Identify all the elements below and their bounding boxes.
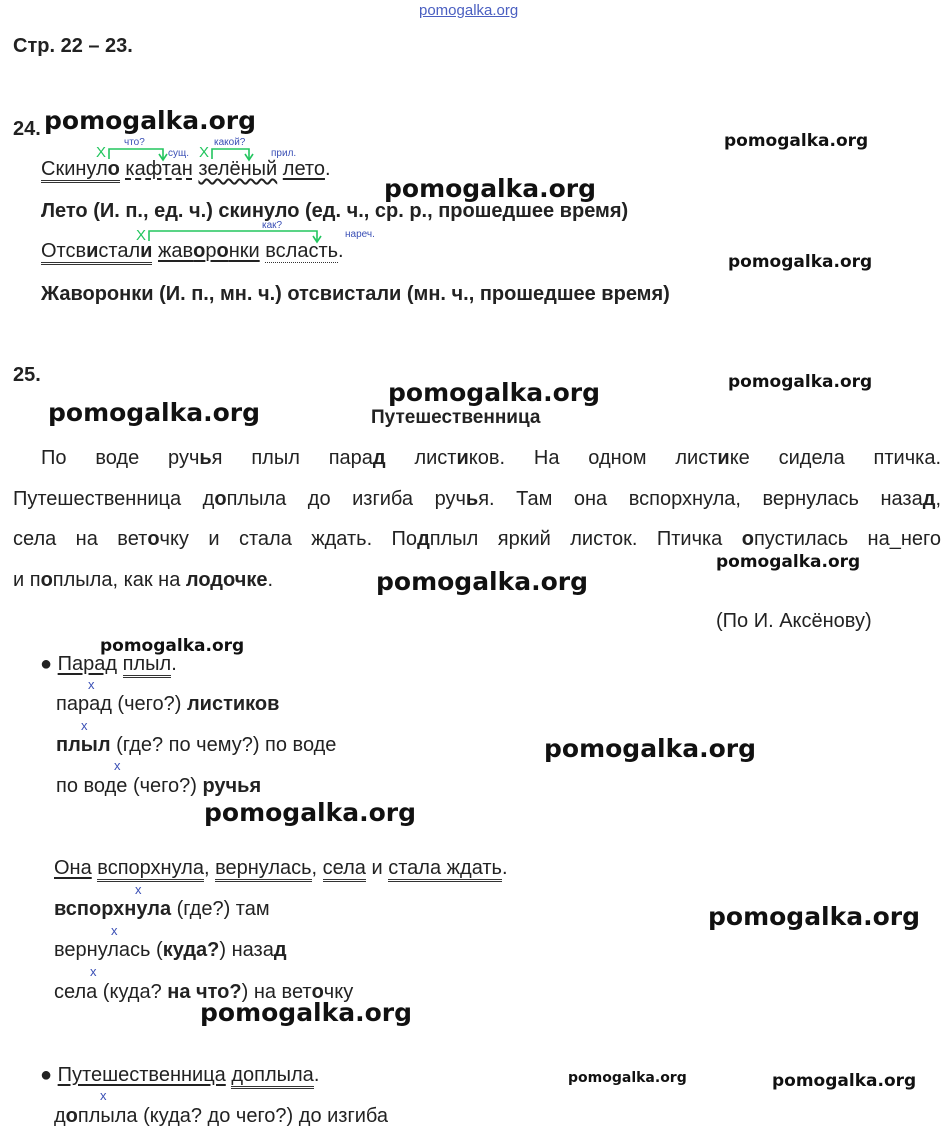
text-run: ков. На одном лист — [468, 447, 718, 469]
text-line — [13, 527, 941, 551]
phrase-line — [54, 897, 270, 921]
text-run: д — [54, 1105, 66, 1127]
text-run: о — [214, 488, 227, 510]
text-run: д — [372, 447, 386, 469]
text-run: я плыл пара — [211, 447, 373, 469]
text-run: плыла, как на — [52, 569, 186, 591]
watermark: pomogalka.org — [204, 798, 417, 827]
text-run: пустилась на_него — [753, 528, 941, 550]
sentence-2: Она вспорхнула, вернулась, села и стала ждать. — [54, 856, 508, 880]
phrase-line — [56, 774, 261, 798]
text-run: ) на вет — [241, 981, 312, 1003]
x-mark: X — [136, 227, 147, 244]
bullet-sentence-1: ● Парад плыл. — [40, 652, 177, 676]
word: кафтан — [125, 158, 193, 180]
ex24-sentence-2: Отсвистали жаворонки всласть. — [41, 239, 344, 263]
text-line — [13, 487, 941, 511]
subject: Она — [54, 857, 92, 879]
text-run: ручья — [202, 775, 262, 797]
watermark: pomogalka.org — [772, 1071, 917, 1091]
text-run: куда? — [162, 939, 220, 961]
predicate: вернулась — [215, 857, 311, 882]
phrase-line — [56, 692, 279, 716]
question-label: как? — [262, 220, 283, 231]
text-run: о — [311, 981, 324, 1003]
text-run: плыл яркий листок. Птичка — [429, 528, 742, 550]
text-run: , — [935, 488, 941, 510]
bullet-icon: ● — [40, 1064, 53, 1086]
predicate: доплыла — [231, 1064, 313, 1089]
watermark: pomogalka.org — [708, 902, 921, 931]
subject: Путешественница — [57, 1064, 226, 1086]
text-run: лист — [385, 447, 457, 469]
text-run: ) наза — [219, 939, 274, 961]
predicate: Отсвистали — [41, 240, 152, 265]
word: зелёный — [198, 158, 278, 180]
text-run: (где?) там — [171, 898, 270, 920]
part-label: нареч. — [345, 229, 375, 240]
text-run: д — [417, 528, 430, 550]
predicate: села — [323, 857, 366, 882]
text-run: села (куда? — [54, 981, 168, 1003]
subject: лето — [282, 158, 325, 180]
word: всласть — [265, 240, 339, 262]
text-title: Путешественница — [371, 407, 541, 428]
text-run: д — [922, 488, 936, 510]
text-run: ь — [465, 488, 479, 510]
watermark: pomogalka.org — [568, 1070, 687, 1086]
text-run: на что? — [167, 981, 242, 1003]
text-run: листиков — [186, 693, 280, 715]
ex24-sentence-1: Скинуло кафтан зелёный лето. — [41, 157, 331, 181]
text-run: По воде руч — [41, 447, 200, 469]
predicate: плыл — [123, 653, 172, 678]
text-run: вернулась ( — [54, 939, 163, 961]
text-run: и п — [13, 569, 41, 591]
exercise-25-number: 25. — [13, 364, 41, 386]
text-run: чку — [323, 981, 354, 1003]
x-mark: x — [114, 758, 121, 773]
text-run: плыла до изгиба руч — [226, 488, 466, 510]
text-run: и — [456, 447, 469, 469]
text-run: парад (чего?) — [56, 693, 187, 715]
x-mark: x — [111, 923, 118, 938]
part-label: прил. — [271, 148, 297, 159]
bullet-icon: ● — [40, 653, 53, 675]
watermark: pomogalka.org — [728, 252, 873, 272]
x-mark: x — [90, 964, 97, 979]
text-line — [13, 446, 941, 470]
text-run: чку и стала ждать. По — [159, 528, 418, 550]
text-run: и — [717, 447, 730, 469]
text-run: ь — [199, 447, 212, 469]
watermark: pomogalka.org — [44, 106, 257, 135]
phrase-line — [54, 1104, 388, 1128]
text-run: . — [267, 569, 274, 591]
x-mark: X — [96, 144, 107, 161]
text-author: (По И. Аксёнову) — [716, 610, 872, 632]
watermark: pomogalka.org — [200, 998, 413, 1027]
exercise-24-number: 24. — [13, 118, 41, 140]
watermark: pomogalka.org — [728, 372, 873, 392]
text-run: ке сидела птичка. — [729, 447, 941, 469]
text-run: о — [40, 569, 53, 591]
watermark: pomogalka.org — [388, 378, 601, 407]
text-run: о — [741, 528, 754, 550]
text-run: Путешественница д — [13, 488, 215, 510]
subject: жаворонки — [158, 240, 260, 262]
part-label: сущ. — [168, 148, 190, 159]
text-run: лодочке — [185, 569, 268, 591]
ex24-analysis-1: Лето (И. п., ед. ч.) скинуло (ед. ч., ср. р., прошедшее время) — [41, 200, 629, 222]
site-link[interactable]: pomogalka.org — [419, 2, 519, 19]
text-run: (где? по чему?) по воде — [110, 734, 337, 756]
watermark: pomogalka.org — [384, 174, 597, 203]
subject: Парад — [57, 653, 118, 675]
watermark: pomogalka.org — [376, 567, 589, 596]
x-mark: x — [88, 677, 95, 692]
text-run: по воде (чего?) — [56, 775, 203, 797]
page-range: Стр. 22 – 23. — [13, 35, 133, 57]
x-mark: x — [81, 718, 88, 733]
question-label: что? — [124, 137, 145, 148]
phrase-line — [56, 733, 336, 757]
bullet-sentence-3: ● Путешественница доплыла. — [40, 1063, 319, 1087]
predicate: Скинуло — [41, 158, 120, 183]
phrase-line — [54, 938, 287, 962]
text-run: вспорхнула — [54, 898, 172, 920]
watermark: pomogalka.org — [48, 398, 261, 427]
watermark: pomogalka.org — [544, 734, 757, 763]
x-mark: x — [135, 882, 142, 897]
watermark: pomogalka.org — [100, 636, 245, 656]
ex24-analysis-2: Жаворонки (И. п., мн. ч.) отсвистали (мн. ч., прошедшее время) — [41, 283, 670, 305]
predicate: стала ждать — [388, 857, 502, 882]
question-label: какой? — [214, 137, 246, 148]
text-run: плыла (куда? до чего?) до изгиба — [77, 1105, 389, 1127]
watermark: pomogalka.org — [724, 131, 869, 151]
text-run: села на вет — [13, 528, 148, 550]
x-mark: X — [199, 144, 210, 161]
x-mark: x — [100, 1088, 107, 1103]
text-line — [13, 568, 273, 592]
text-run: я. Там она вспорхнула, вернулась наза — [478, 488, 923, 510]
text-run: д — [273, 939, 287, 961]
text-run: о — [147, 528, 160, 550]
text-run: плыл — [56, 734, 111, 756]
text-run: о — [65, 1105, 78, 1127]
predicate: вспорхнула — [97, 857, 204, 882]
watermark: pomogalka.org — [716, 552, 861, 572]
